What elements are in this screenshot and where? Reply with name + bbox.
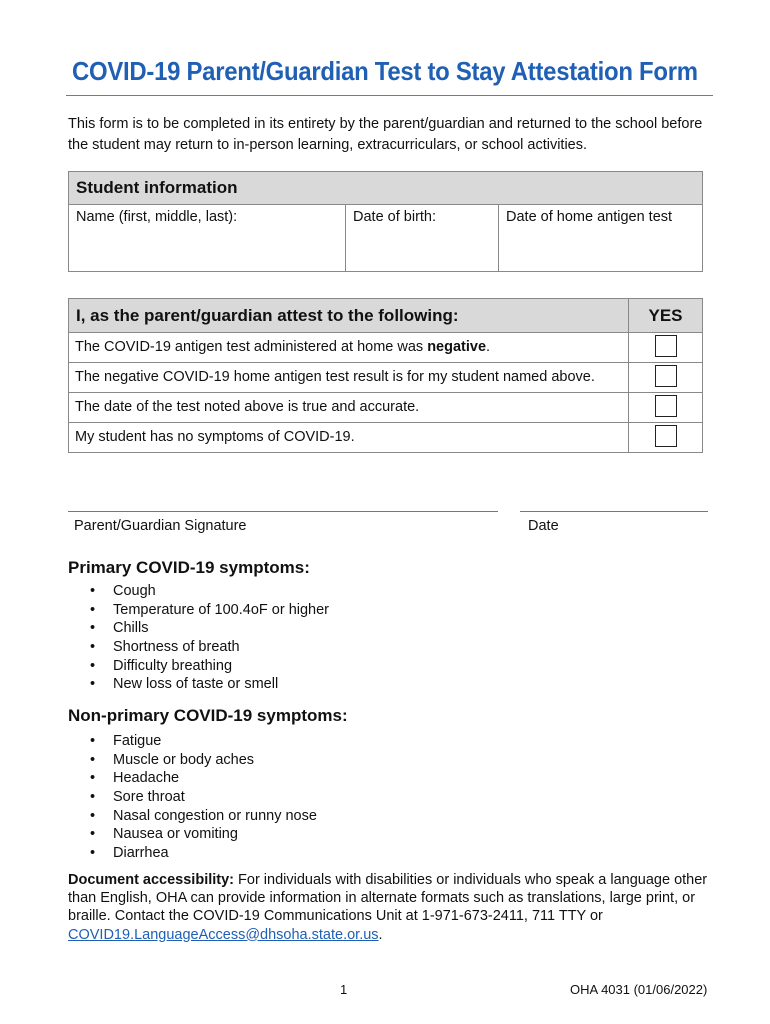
student-info-header: Student information <box>69 172 703 205</box>
list-item: • Muscle or body aches <box>90 751 255 768</box>
attest-row-negative: The COVID-19 antigen test administered at home was negative. <box>69 333 629 363</box>
date-line[interactable] <box>520 511 708 512</box>
bullet-icon: • <box>90 789 96 806</box>
attest-row-student: The negative COVID-19 home antigen test result is for my student named above. <box>69 363 629 393</box>
attestation-header: I, as the parent/guardian attest to the following: <box>69 299 629 333</box>
bullet-icon: • <box>90 770 96 787</box>
yes-header: YES <box>629 299 703 333</box>
attestation-table <box>68 298 703 453</box>
name-field[interactable] <box>69 205 346 272</box>
accessibility-label: Document accessibility: <box>68 872 234 888</box>
signature-label: Parent/Guardian Signature <box>74 518 247 534</box>
language-access-email-link[interactable]: COVID19.LanguageAccess@dhsoha.state.or.us <box>68 926 379 943</box>
list-item: • New loss of taste or smell <box>90 676 279 693</box>
nonprimary-symptoms-heading: Non-primary COVID-19 symptoms: <box>68 706 348 725</box>
list-item: • Fatigue <box>90 733 162 749</box>
signature-line[interactable] <box>68 511 498 512</box>
list-item: • Sore throat <box>90 789 185 806</box>
dob-label: Date of birth: <box>353 209 437 225</box>
date-label: Date <box>528 518 559 534</box>
bullet-icon: • <box>90 620 96 637</box>
bullet-icon: • <box>90 583 96 599</box>
primary-symptoms-heading: Primary COVID-19 symptoms: <box>68 558 310 577</box>
intro-text: This form is to be completed in its entirety by the parent/guardian and returned to the school before the student may return to in-person learning, extracurriculars, or school activities. <box>68 116 703 153</box>
test-date-field[interactable] <box>499 205 703 272</box>
no-symptoms-checkbox[interactable] <box>655 425 677 447</box>
title-divider <box>66 95 713 96</box>
list-item: • Shortness of breath <box>90 639 240 656</box>
primary-symptoms-list <box>68 582 329 694</box>
bullet-icon: • <box>90 807 96 824</box>
bullet-icon: • <box>90 751 96 768</box>
bullet-icon: • <box>90 601 96 618</box>
bullet-icon: • <box>90 845 96 862</box>
bullet-icon: • <box>90 639 96 656</box>
student-info-table <box>68 171 703 272</box>
test-date-label: Date of home antigen test <box>506 209 673 225</box>
attest-row-date: The date of the test noted above is true and accurate. <box>69 393 629 423</box>
list-item: • Cough <box>90 583 156 599</box>
list-item: • Nasal congestion or runny nose <box>90 807 317 824</box>
form-id: OHA 4031 (01/06/2022) <box>570 982 708 997</box>
list-item: • Nausea or vomiting <box>90 826 238 843</box>
bullet-icon: • <box>90 676 96 693</box>
attest-row-symptoms: My student has no symptoms of COVID-19. <box>69 423 629 453</box>
student-checkbox[interactable] <box>655 365 677 387</box>
list-item: • Temperature of 100.4oF or higher <box>90 601 330 618</box>
page-title: COVID-19 Parent/Guardian Test to Stay Attestation Form <box>72 56 698 86</box>
list-item: • Diarrhea <box>90 845 169 862</box>
nonprimary-symptoms-list <box>68 732 317 863</box>
name-label: Name (first, middle, last): <box>76 209 238 225</box>
bullet-icon: • <box>90 826 96 843</box>
list-item: • Headache <box>90 770 180 787</box>
accessibility-note: Document accessibility: For individuals with disabilities or individuals who speak a language other than English, OHA can provide information in alternate formats such as translations, large print, or braille. Contact the COVID-19 Communications Unit at 1-971-673-2411, 711 TTY or COVID19.LanguageAccess@dhsoha.state.or.us. <box>68 872 708 943</box>
page-number: 1 <box>340 982 348 997</box>
bullet-icon: • <box>90 657 96 674</box>
negative-checkbox[interactable] <box>655 335 677 357</box>
date-accurate-checkbox[interactable] <box>655 395 677 417</box>
list-item: • Chills <box>90 620 149 637</box>
bullet-icon: • <box>90 733 96 749</box>
dob-field[interactable] <box>346 205 499 272</box>
list-item: • Difficulty breathing <box>90 657 233 674</box>
